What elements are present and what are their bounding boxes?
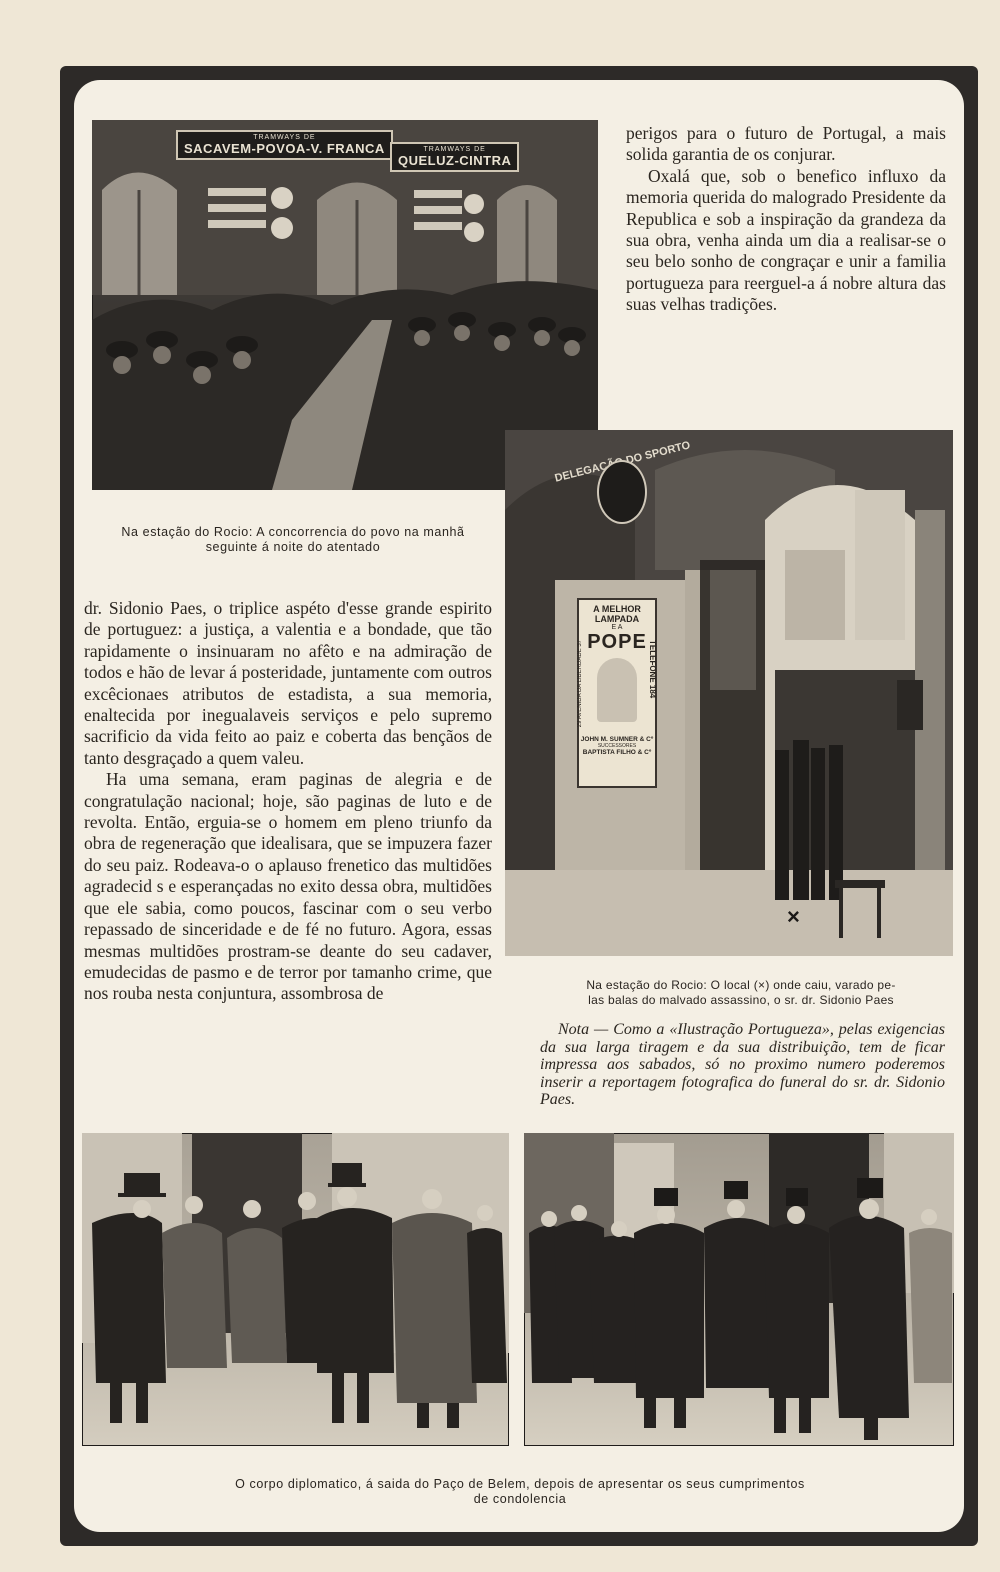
diplomats-group-left-drawing — [82, 1133, 509, 1446]
photo-diplomatic-corps-left — [82, 1133, 509, 1446]
poster-headline: A MELHOR LAMPADA — [593, 604, 641, 624]
poster-successors: SUCCESSORES — [597, 743, 637, 749]
caption-rocio-location — [530, 978, 952, 1008]
caption-line: las balas do malvado assassino, o sr. dr. Sidonio Paes — [588, 993, 894, 1007]
editorial-note — [540, 1021, 945, 1109]
poster-mid: E A — [611, 624, 623, 631]
poster-phone: TELEFONE 184 — [648, 640, 657, 699]
poster-lady-illustration — [597, 658, 637, 722]
poster-address: 29 AVENIDA DA LIBERDADE 37 — [577, 640, 583, 728]
caption-line: O corpo diplomatico, á saida do Paço de Belem, depois de apresentar os seus cumprimentos — [235, 1477, 805, 1491]
article-text-left — [84, 598, 492, 1005]
tram-sign-queluz-header: TRAMWAYS DE — [423, 146, 486, 153]
tram-sign-sacavem-label: SACAVEM-POVOA-V. FRANCA — [184, 141, 385, 156]
arch-banner: DELEGAÇÃO DO SPORTO — [553, 439, 692, 485]
caption-line: de condolencia — [473, 1492, 567, 1506]
tram-sign-sacavem-header: TRAMWAYS DE — [253, 134, 316, 141]
diplomats-group-right-drawing — [524, 1133, 954, 1446]
photo-diplomatic-corps-right — [524, 1133, 954, 1446]
poster-emblem — [597, 460, 647, 524]
paragraph: Oxalá que, sob o benefico influxo da memoria querida do malogrado Presidente da Republica e sob a inspiração da grandeza da sua obra, venha ainda um dia a realisar-se o seu belo sonho de congraçar e unir a familia portugueza para reerguel-a á nobre altura das suas velhas tradições. — [626, 165, 946, 315]
caption-line: Na estação do Rocio: A concorrencia do povo na manhã — [121, 525, 465, 539]
photo-rocio-location — [505, 430, 953, 956]
poster-agent: JOHN M. SUMNER & Cº — [580, 736, 654, 743]
caption-line: Na estação do Rocio: O local (×) onde caiu, varado pe- — [586, 978, 896, 992]
tram-sign-sacavem — [176, 130, 393, 160]
cross-mark: × — [787, 904, 800, 929]
paragraph: dr. Sidonio Paes, o triplice aspéto d'esse grande espirito de portuguez: a justiça, a valentia e a bondade, que tão rapidamente o insinuaram no afêto e na admiração de todos e hão de levar á posteridade, juntamente com outros excêcionaes atributos de estadista, a sua memoria, enaltecida por inegualaveis serviços e pelo supremo sacrificio da vida feito ao paiz e coberta das bençãos de tanto desgraçado a quem valeu. — [84, 598, 492, 768]
caption-line: seguinte á noite do atentado — [205, 540, 381, 554]
paragraph: perigos para o futuro de Portugal, a mais solida garantia de os conjurar. — [626, 123, 946, 165]
article-text-right-top — [626, 123, 946, 316]
station-entrance-drawing — [505, 430, 953, 956]
note-text: Nota — Como a «Ilustração Portugueza», pelas exigencias da sua larga tiragem e da sua distribuição, tem de ficar impressa aos sabados, só no proximo numero poderemos inserir a reportagem fotografica do funeral do sr. dr. Sidonio Paes. — [540, 1021, 945, 1108]
poster-brand: POPE — [587, 631, 647, 653]
tram-sign-queluz — [390, 142, 519, 172]
caption-rocio-crowd — [78, 525, 508, 555]
paragraph: Ha uma semana, eram paginas de alegria e de congratulação nacional; hoje, são paginas de luto e de revolta. Então, erguia-se o homem em pleno triunfo da obra de regeneração que idealisara, que se impuzera fazer do seu paiz. Rodeava-o o aplauso frenetico das multidões agradecid s e esperançadas no exito dessa obra, multidões que ele sabia, como poucos, fascinar com o seu verbo repassado de sinceridade e de fé no futuro. Agora, essas mesmas multidões prostram-se deante do seu cadaver, emudecidas de pasmo e de terror por tamanho crime, que nos rouba nesta conjuntura, assombrosa de — [84, 769, 492, 1004]
pope-lamp-poster — [577, 598, 657, 788]
poster-dealer: BAPTISTA FILHO & Cº — [582, 749, 652, 756]
tram-sign-queluz-label: QUELUZ-CINTRA — [398, 153, 512, 168]
caption-diplomatic-corps — [150, 1477, 890, 1507]
